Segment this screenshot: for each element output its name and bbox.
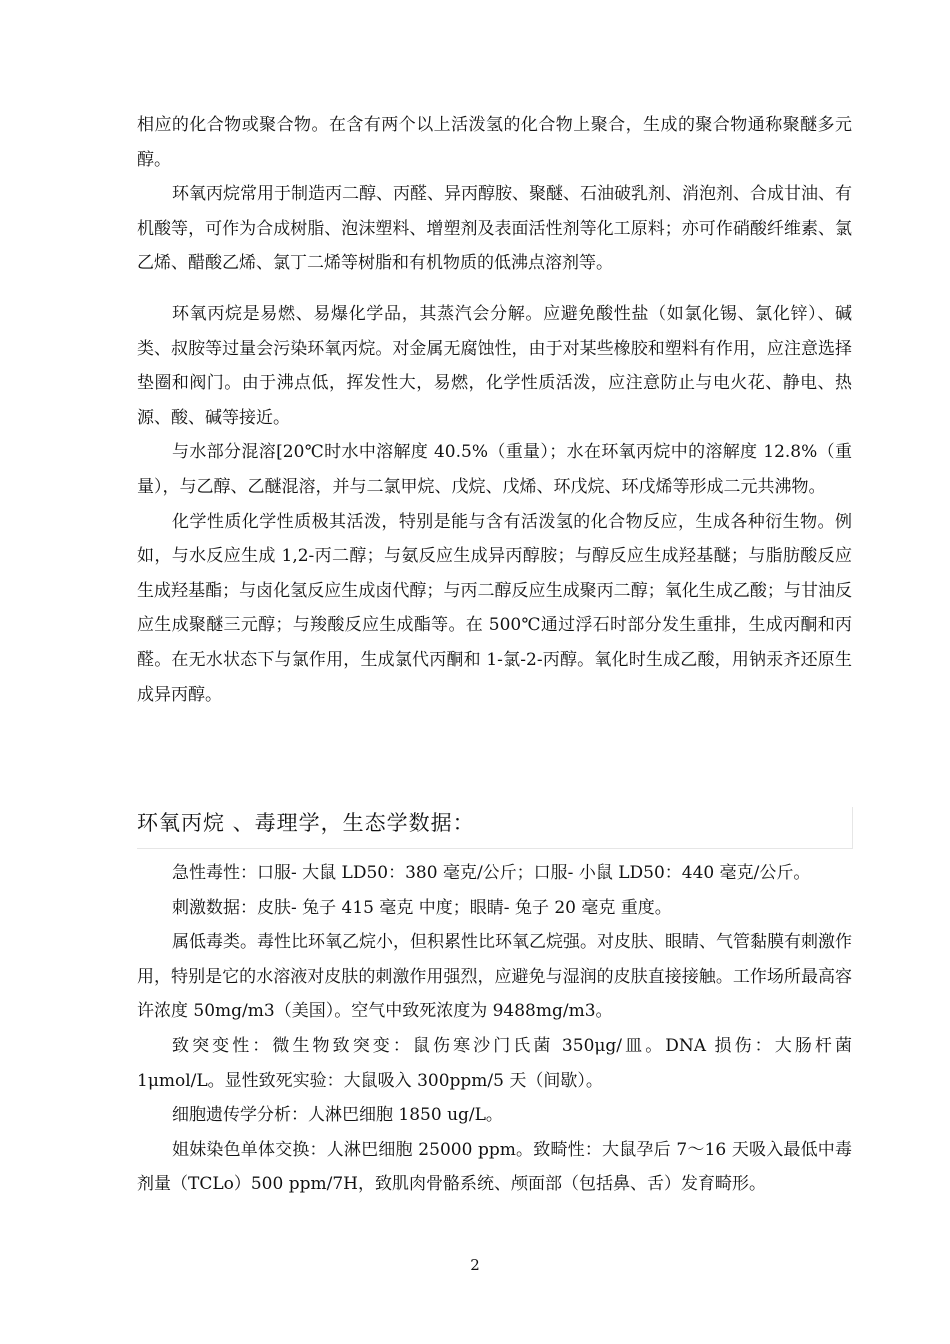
paragraph-uses: 环氧丙烷常用于制造丙二醇、丙醛、异丙醇胺、聚醚、石油破乳剂、消泡剂、合成甘油、有机酸等，可作为合成树脂、泡沫塑料、增塑剂及表面活性剂等化工原料；亦可作硝酸纤维素、氯乙烯、醋酸乙烯、氯丁二烯等树脂和有机物质的低沸点溶剂等。	[137, 184, 852, 274]
paragraph-acute-toxicity: 急性毒性：口服- 大鼠 LD50：380 毫克/公斤；口服- 小鼠 LD50：440 毫克/公斤。	[172, 863, 811, 883]
text-block-toxicology	[137, 856, 852, 1202]
section-heading-text: 环氧丙烷 、毒理学，生态学数据：	[137, 811, 475, 835]
page-number: 2	[470, 1256, 480, 1274]
paragraph-hazards: 环氧丙烷是易燃、易爆化学品，其蒸汽会分解。应避免酸性盐（如氯化锡、氯化锌）、碱类、叔胺等过量会污染环氧丙烷。对金属无腐蚀性，由于对某些橡胶和塑料有作用，应注意选择垫圈和阀门。由于沸点低，挥发性大，易燃，化学性质活泼，应注意防止与电火花、静电、热源、酸、碱等接近。	[137, 303, 852, 428]
paragraph-chemical-properties: 化学性质化学性质极其活泼，特别是能与含有活泼氢的化合物反应，生成各种衍生物。例如，与水反应生成 1,2-丙二醇；与氨反应生成异丙醇胺；与醇反应生成羟基醚；与脂肪酸反应生成羟基酯；与卤化氢反应生成卤代醇；与丙二醇反应生成聚丙二醇；氧化生成乙酸；与甘油反应生成聚醚三元醇；与羧酸反应生成酯等。在 500℃通过浮石时部分发生重排，生成丙酮和丙醛。在无水状态下与氯作用，生成氯代丙酮和 1-氯-2-丙醇。氧化时生成乙酸，用钠汞齐还原生成异丙醇。	[137, 511, 852, 705]
paragraph-teratogenicity: 姐妹染色单体交换：人淋巴细胞 25000 ppm。致畸性：大鼠孕后 7～16 天吸入最低中毒剂量（TCLo）500 ppm/7H，致肌肉骨骼系统、颅面部（包括鼻、舌）发育畸形。	[137, 1139, 852, 1195]
paragraph-irritation: 刺激数据：皮肤- 兔子 415 毫克 中度；眼睛- 兔子 20 毫克 重度。	[172, 897, 672, 918]
paragraph-continuation: 相应的化合物或聚合物。在含有两个以上活泼氢的化合物上聚合，生成的聚合物通称聚醚多元醇。	[137, 115, 852, 170]
paragraph-solubility: 与水部分混溶[20℃时水中溶解度 40.5%（重量）；水在环氧丙烷中的溶解度 12.8%（重量），与乙醇、乙醚混溶，并与二氯甲烷、戊烷、戊烯、环戊烷、环戊烯等形成二元共沸物。	[137, 442, 852, 497]
text-block-upper	[137, 108, 852, 712]
paragraph-cytogenetics: 细胞遗传学分析：人淋巴细胞 1850 ug/L。	[172, 1105, 503, 1126]
paragraph-gap	[137, 281, 852, 297]
section-heading	[137, 807, 853, 849]
paragraph-low-toxicity: 属低毒类。毒性比环氧乙烷小，但积累性比环氧乙烷强。对皮肤、眼睛、气管黏膜有刺激作用，特别是它的水溶液对皮肤的刺激作用强烈，应避免与湿润的皮肤直接接触。工作场所最高容许浓度 50mg/m3（美国）。空气中致死浓度为 9488mg/m3。	[137, 932, 852, 1022]
paragraph-mutagenicity: 致突变性：微生物致突变：鼠伤寒沙门氏菌 350μg/皿。DNA 损伤：大肠杆菌 1μmol/L。显性致死实验：大鼠吸入 300ppm/5 天（间歇）。	[137, 1035, 852, 1091]
